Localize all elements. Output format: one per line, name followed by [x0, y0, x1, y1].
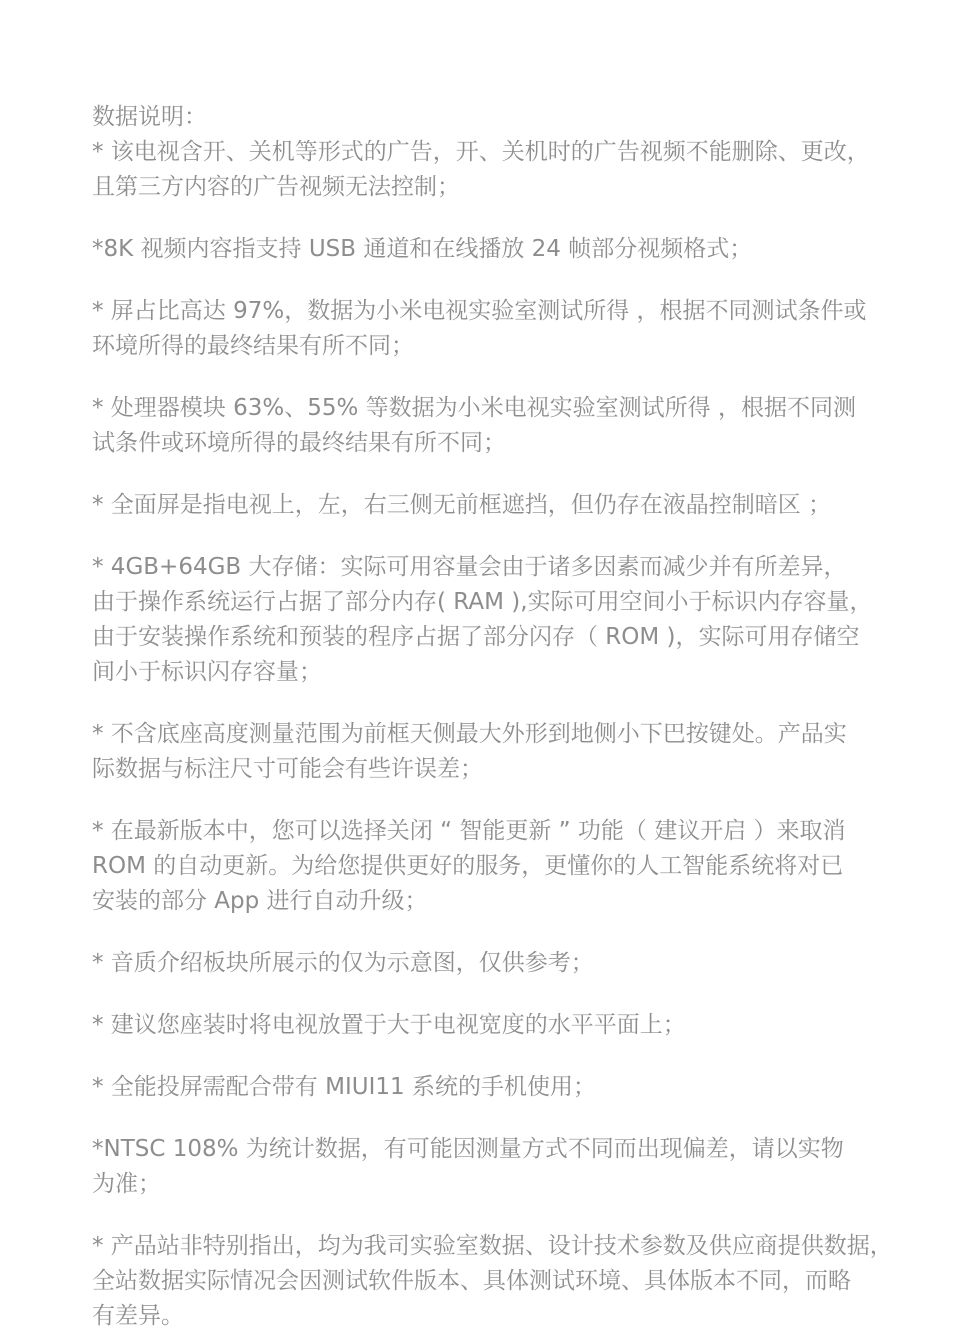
data-notes-document [92, 100, 892, 1334]
note-ntsc [92, 1132, 892, 1202]
note-line: *8K 视频内容指支持 USB 通道和在线播放 24 帧部分视频格式； [92, 236, 753, 262]
notes-header [92, 100, 892, 135]
note-storage [92, 550, 892, 690]
note-line: * 该电视含开、关机等形式的广告，开、关机时的广告视频不能删除、更改， [92, 139, 870, 165]
note-line: 际数据与标注尺寸可能会有些许误差； [92, 756, 483, 782]
note-ads [92, 135, 892, 205]
note-processor [92, 391, 892, 461]
note-screen-cast [92, 1070, 892, 1105]
note-line: ROM 的自动更新。为给您提供更好的服务，更懂你的人工智能系统将对已 [92, 853, 844, 879]
note-line: 由于操作系统运行占据了部分内存( RAM ),实际可用空间小于标识内存容量， [92, 589, 873, 615]
note-line: *NTSC 108% 为统计数据，有可能因测量方式不同而出现偏差，请以实物 [92, 1136, 844, 1162]
note-lab-data [92, 1229, 892, 1334]
note-line: 全站数据实际情况会因测试软件版本、具体测试环境、具体版本不同，而略 [92, 1268, 851, 1294]
note-line: * 产品站非特别指出，均为我司实验室数据、设计技术参数及供应商提供数据， [92, 1233, 893, 1259]
note-line: * 4GB+64GB 大存储：实际可用容量会由于诸多因素而减少并有所差异， [92, 554, 847, 580]
note-line: * 音质介绍板块所展示的仅为示意图，仅供参考； [92, 950, 594, 976]
note-line: * 全面屏是指电视上，左，右三侧无前框遮挡，但仍存在液晶控制暗区 ； [92, 492, 832, 518]
note-line: 试条件或环境所得的最终结果有所不同； [92, 430, 506, 456]
note-line: 且第三方内容的广告视频无法控制； [92, 174, 460, 200]
note-auto-update [92, 814, 892, 919]
note-mounting [92, 1008, 892, 1043]
note-line: 安装的部分 App 进行自动升级； [92, 888, 428, 914]
note-line: * 不含底座高度测量范围为前框天侧最大外形到地侧小下巴按键处。产品实 [92, 721, 847, 747]
note-audio [92, 946, 892, 981]
note-8k-video [92, 232, 892, 267]
note-line: * 屏占比高达 97%，数据为小米电视实验室测试所得 ，根据不同测试条件或 [92, 298, 867, 324]
note-line: * 在最新版本中，您可以选择关闭 “ 智能更新 ” 功能（ 建议开启 ）来取消 [92, 818, 846, 844]
note-full-screen [92, 488, 892, 523]
note-line: 有差异。 [92, 1303, 184, 1329]
notes-header-text: 数据说明： [92, 104, 207, 130]
note-screen-ratio [92, 294, 892, 364]
note-line: 环境所得的最终结果有所不同； [92, 333, 414, 359]
note-line: 间小于标识闪存容量； [92, 659, 322, 685]
note-dimensions [92, 717, 892, 787]
note-line: * 全能投屏需配合带有 MIUI11 系统的手机使用； [92, 1074, 596, 1100]
note-line: * 建议您座装时将电视放置于大于电视宽度的水平平面上； [92, 1012, 686, 1038]
note-line: 为准； [92, 1171, 161, 1197]
note-line: 由于安装操作系统和预装的程序占据了部分闪存（ ROM )，实际可用存储空 [92, 624, 860, 650]
note-line: * 处理器模块 63%、55% 等数据为小米电视实验室测试所得 ，根据不同测 [92, 395, 856, 421]
